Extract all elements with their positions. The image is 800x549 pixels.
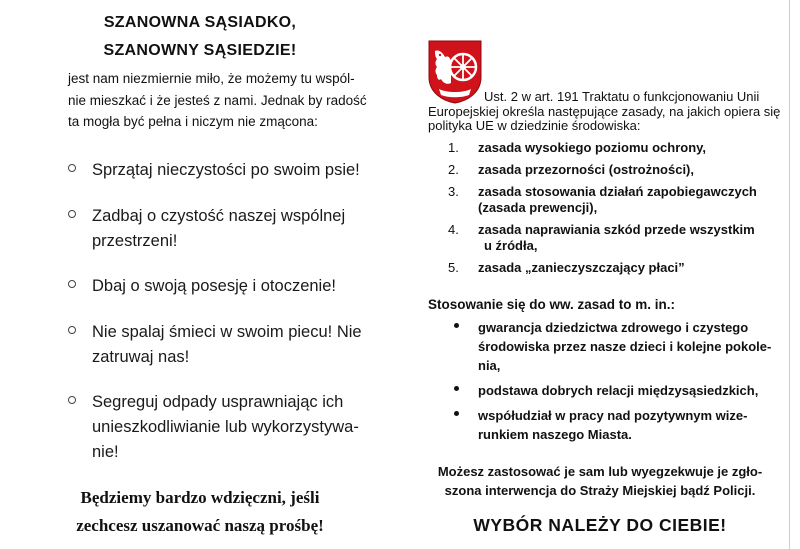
benefit-text: podstawa dobrych relacji międzysąsiedzkich, [478, 383, 759, 398]
disc-bullet-icon [454, 386, 459, 391]
benefit-text: runkiem naszego Miasta. [478, 427, 632, 442]
enforcement-note [410, 462, 790, 500]
principle-number: 4. [448, 222, 459, 237]
rule-item-1 [68, 158, 388, 183]
benefit-item-2 [448, 381, 788, 400]
thanks-line: Będziemy bardzo wdzięczni, jeśli [80, 488, 320, 507]
intro-paragraph [68, 68, 388, 133]
principles-list [448, 140, 800, 276]
benefit-item-3 [448, 406, 788, 444]
principle-number: 3. [448, 184, 459, 199]
thanks-line: zechcesz uszanować naszą prośbę! [76, 516, 324, 535]
benefit-text: nia, [478, 358, 501, 373]
note-line: Możesz zastosować je sam lub wyegzekwuje je zgło- [437, 464, 763, 479]
circle-bullet-icon [68, 164, 76, 172]
benefit-text: środowiska przez nasze dzieci i kolejne pokole- [478, 339, 772, 354]
rule-item-2 [68, 204, 388, 254]
benefit-item-1 [448, 318, 788, 375]
intro-line: ta mogła być pełna i niczym nie zmącona: [68, 114, 318, 129]
rule-text: Sprzątaj nieczystości po swoim psie! [92, 161, 360, 179]
thanks-message [0, 484, 400, 540]
note-line: szona interwencja do Straży Miejskiej bądź Policji. [444, 483, 756, 498]
circle-bullet-icon [68, 396, 76, 404]
principle-text: zasada „zanieczyszczający płaci” [478, 260, 685, 275]
greeting-line-1: SZANOWNA SĄSIADKO, [103, 14, 297, 31]
principle-number: 2. [448, 162, 459, 177]
choice-heading: WYBÓR NALEŻY DO CIEBIE! [473, 515, 727, 535]
intro-line: nie mieszkać i że jesteś z nami. Jednak by radość [68, 92, 367, 108]
principle-number: 1. [448, 140, 459, 155]
principle-item-4 [448, 222, 800, 254]
circle-bullet-icon [68, 210, 76, 218]
rule-text: zatruwaj nas! [92, 348, 190, 366]
rule-text: Zadbaj o czystość naszej wspólnej [92, 207, 346, 225]
principle-number: 5. [448, 260, 459, 275]
benefit-text: współudział w pracy nad pozytywnym wize- [478, 408, 748, 423]
principle-item-5 [448, 260, 800, 276]
rule-item-4 [68, 320, 388, 370]
principle-text: (zasada prewencji), [478, 200, 598, 215]
circle-bullet-icon [68, 280, 76, 288]
treaty-paragraph [428, 89, 781, 134]
greeting-line-2: SZANOWNY SĄSIEDZIE! [103, 42, 297, 59]
treaty-line: polityka UE w dziedzinie środowiska: [428, 118, 641, 133]
treaty-line: Europejskiej określa następujące zasady, na jakich opiera się [428, 103, 781, 119]
benefits-list [448, 318, 788, 444]
treaty-line: Ust. 2 w art. 191 Traktatu o funkcjonowaniu Unii [484, 89, 760, 104]
rule-text: nie! [92, 443, 119, 461]
rule-text: Dbaj o swoją posesję i otoczenie! [92, 277, 336, 295]
circle-bullet-icon [68, 326, 76, 334]
principle-item-1 [448, 140, 800, 156]
rule-text: przestrzeni! [92, 232, 178, 250]
disc-bullet-icon [454, 411, 459, 416]
principle-item-3 [448, 184, 800, 216]
rule-item-3 [68, 274, 388, 299]
principle-text: zasada przezorności (ostrożności), [478, 162, 694, 177]
principle-text: zasada wysokiego poziomu ochrony, [478, 140, 707, 155]
rule-text: Nie spalaj śmieci w swoim piecu! Nie [92, 323, 362, 341]
intro-line: jest nam niezmiernie miło, że możemy tu wspól- [68, 71, 355, 86]
rule-text: unieszkodliwianie lub wykorzystywa- [92, 418, 359, 436]
principle-item-2 [448, 162, 800, 178]
stosowanie-heading: Stosowanie się do ww. zasad to m. in.: [428, 297, 676, 312]
principle-text: zasada stosowania działań zapobiegawczych [478, 184, 757, 199]
rule-text: Segreguj odpady usprawniając ich [92, 393, 344, 411]
benefit-text: gwarancja dziedzictwa zdrowego i czystego [478, 320, 749, 335]
principle-text: zasada naprawiania szkód przede wszystkim [478, 222, 755, 237]
disc-bullet-icon [454, 323, 459, 328]
principle-text: u źródła, [484, 238, 538, 253]
rule-item-5 [68, 390, 388, 465]
